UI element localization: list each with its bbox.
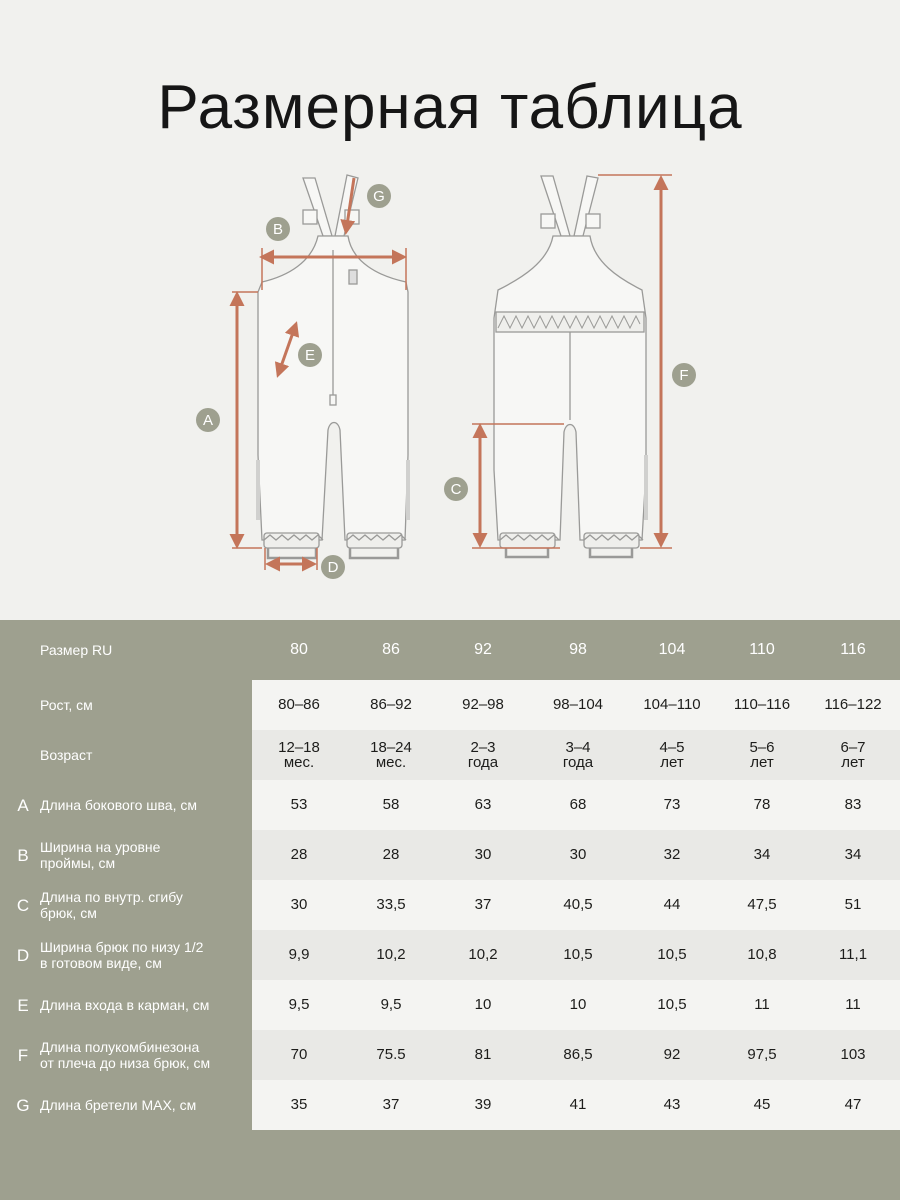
- row-letter: C: [16, 896, 30, 915]
- table-cell: 11: [845, 996, 861, 1013]
- table-cell: 83: [844, 796, 862, 813]
- table-cell: 63: [474, 796, 492, 813]
- table-cell: 37: [382, 1096, 400, 1113]
- size-header-cell: 98: [569, 641, 587, 658]
- table-cell: 35: [290, 1096, 308, 1113]
- table-cell: 32: [663, 846, 681, 863]
- table-cell: 2–3 года: [467, 739, 499, 771]
- table-cell: 4–5 лет: [659, 739, 685, 771]
- table-cell: 10: [474, 996, 492, 1013]
- table-cell: 81: [474, 1046, 492, 1063]
- table-cell: 28: [382, 846, 400, 863]
- table-cell: 39: [474, 1096, 492, 1113]
- row-label: Длина бокового шва, см: [40, 797, 197, 813]
- row-letter: G: [16, 1096, 30, 1115]
- table-cell: 10,2: [468, 946, 498, 963]
- row-letter: E: [17, 996, 29, 1015]
- table-cell: 68: [569, 796, 587, 813]
- table-row: [0, 830, 900, 880]
- table-header-row: [0, 620, 900, 680]
- table-cell: 110–116: [733, 696, 791, 713]
- table-cell: 11: [754, 996, 770, 1013]
- row-label: Длина по внутр. сгибу брюк, см: [40, 889, 183, 921]
- table-cell: 92: [663, 1046, 681, 1063]
- table-cell: 10,2: [376, 946, 406, 963]
- marker-g: G: [373, 188, 385, 205]
- size-header-cell: 110: [749, 641, 775, 658]
- table-cell: 5–6 лет: [749, 739, 775, 771]
- table-cell: 43: [663, 1096, 681, 1113]
- table-row: [0, 980, 900, 1030]
- row-label: Рост, см: [40, 697, 93, 713]
- table-cell: 92–98: [462, 696, 504, 713]
- table-cell: 10,5: [657, 996, 687, 1013]
- size-table: [0, 620, 900, 1200]
- table-cell: 86–92: [370, 696, 412, 713]
- row-letter: B: [17, 846, 29, 865]
- size-header-cell: 86: [382, 641, 400, 658]
- table-row: [0, 1080, 900, 1130]
- table-cell: 70: [290, 1046, 308, 1063]
- table-cell: 18–24 мес.: [370, 739, 412, 771]
- table-cell: 37: [474, 896, 492, 913]
- row-letter: A: [17, 796, 29, 815]
- table-cell: 9,5: [288, 996, 310, 1013]
- table-cell: 34: [844, 846, 862, 863]
- table-cell: 80–86: [278, 696, 320, 713]
- table-row: [0, 880, 900, 930]
- table-row: [0, 780, 900, 830]
- row-letter: F: [17, 1046, 29, 1065]
- marker-c: C: [450, 481, 462, 498]
- table-cell: 28: [290, 846, 308, 863]
- marker-d: D: [327, 559, 339, 576]
- table-row: [0, 680, 900, 730]
- table-cell: 9,5: [380, 996, 402, 1013]
- table-row: [0, 930, 900, 980]
- table-cell: 10: [569, 996, 587, 1013]
- row-label: Длина бретели MAX, см: [40, 1097, 197, 1113]
- table-cell: 75.5: [376, 1046, 406, 1063]
- table-cell: 30: [290, 896, 308, 913]
- size-header-cell: 92: [474, 641, 492, 658]
- table-row: [0, 1030, 900, 1080]
- table-cell: 73: [663, 796, 681, 813]
- table-cell: 10,8: [747, 946, 777, 963]
- table-cell: 97,5: [747, 1046, 777, 1063]
- row-label: Длина полукомбинезона от плеча до низа брюк, см: [40, 1039, 211, 1071]
- table-cell: 10,5: [657, 946, 687, 963]
- table-cell: 86,5: [563, 1046, 593, 1063]
- table-cell: 104–110: [643, 696, 701, 713]
- table-cell: 78: [753, 796, 771, 813]
- marker-b: B: [272, 221, 284, 238]
- table-cell: 11,1: [838, 946, 868, 963]
- table-cell: 6–7 лет: [840, 739, 866, 771]
- page-title: Размерная таблица: [157, 73, 743, 142]
- table-row: [0, 730, 900, 780]
- header-label: Размер RU: [40, 642, 113, 658]
- table-cell: 41: [569, 1096, 587, 1113]
- back-view: [494, 176, 646, 557]
- table-cell: 33,5: [376, 896, 406, 913]
- table-cell: 53: [290, 796, 308, 813]
- table-cell: 12–18 мес.: [278, 739, 320, 771]
- size-header-cell: 116: [840, 641, 866, 658]
- table-cell: 45: [753, 1096, 771, 1113]
- table-cell: 34: [753, 846, 771, 863]
- row-label: Возраст: [40, 747, 93, 763]
- row-label: Длина входа в карман, см: [40, 997, 210, 1013]
- row-label: Ширина брюк по низу 1/2 в готовом виде, см: [40, 939, 204, 971]
- table-cell: 58: [382, 796, 400, 813]
- marker-e: E: [304, 347, 316, 364]
- size-header-cell: 104: [658, 641, 686, 658]
- row-label: Ширина на уровне проймы, см: [40, 839, 161, 871]
- table-cell: 116–122: [824, 696, 882, 713]
- table-cell: 9,9: [288, 946, 310, 963]
- table-cell: 3–4 года: [562, 739, 594, 771]
- table-cell: 30: [569, 846, 587, 863]
- table-cell: 30: [474, 846, 492, 863]
- overalls-diagram: [180, 160, 720, 580]
- size-header-cell: 80: [290, 641, 308, 658]
- marker-a: A: [202, 412, 214, 429]
- row-letter: D: [16, 946, 30, 965]
- table-cell: 103: [840, 1046, 866, 1063]
- marker-f: F: [679, 367, 689, 384]
- table-cell: 47,5: [747, 896, 777, 913]
- table-cell: 44: [663, 896, 681, 913]
- table-cell: 51: [844, 896, 862, 913]
- table-cell: 10,5: [563, 946, 593, 963]
- table-cell: 98–104: [552, 696, 604, 713]
- table-cell: 47: [844, 1096, 862, 1113]
- table-cell: 40,5: [563, 896, 593, 913]
